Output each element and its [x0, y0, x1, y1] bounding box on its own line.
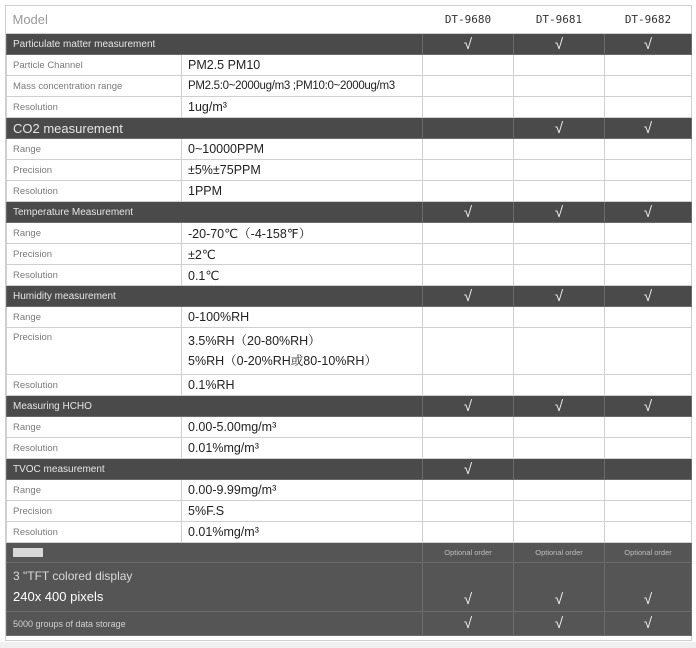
spec-value: -20-70℃（-4-158℉） — [182, 223, 423, 244]
check-mark-icon: √ — [605, 118, 692, 139]
spec-row — [7, 244, 692, 265]
spec-value: 0.00-9.99mg/m³ — [182, 480, 423, 501]
spec-value: 0-100%RH — [182, 307, 423, 328]
check-mark-icon: √ — [605, 563, 692, 612]
check-mark-icon: √ — [423, 202, 514, 223]
display-row — [7, 563, 692, 612]
storage-label: 5000 groups of data storage — [7, 612, 423, 636]
spec-row — [7, 328, 692, 375]
check-mark-icon: √ — [514, 612, 605, 636]
check-mark-icon: √ — [514, 396, 605, 417]
redacted-label — [7, 543, 423, 563]
check-mark-icon: √ — [605, 34, 692, 55]
model-dt-9682: DT-9682 — [605, 6, 692, 34]
spec-value: 0.1%RH — [182, 375, 423, 396]
header-spacer — [182, 6, 423, 34]
spec-row — [7, 160, 692, 181]
spec-label: Resolution — [7, 522, 182, 543]
check-mark-icon: √ — [423, 563, 514, 612]
spec-row — [7, 265, 692, 286]
check-mark-icon: √ — [514, 118, 605, 139]
spec-label: Resolution — [7, 265, 182, 286]
display-spec — [7, 563, 423, 612]
check-mark-icon: √ — [423, 286, 514, 307]
spec-row — [7, 522, 692, 543]
redaction-block — [13, 548, 43, 557]
optional-order-label: Optional order — [423, 543, 514, 563]
section-row-pm — [7, 34, 692, 55]
spec-label: Resolution — [7, 375, 182, 396]
spec-row — [7, 181, 692, 202]
spec-value: ±2℃ — [182, 244, 423, 265]
model-header: Model — [7, 6, 182, 34]
section-title-hcho: Measuring HCHO — [7, 396, 423, 417]
check-mark-icon: √ — [423, 612, 514, 636]
section-row-humidity — [7, 286, 692, 307]
spec-label: Range — [7, 223, 182, 244]
spec-label: Mass concentration range — [7, 76, 182, 97]
spec-label: Range — [7, 417, 182, 438]
spec-row — [7, 438, 692, 459]
spec-value: 1ug/m³ — [182, 97, 423, 118]
spec-label: Range — [7, 307, 182, 328]
spec-row — [7, 139, 692, 160]
spec-row — [7, 76, 692, 97]
spec-value: 0.00-5.00mg/m³ — [182, 417, 423, 438]
spec-row — [7, 417, 692, 438]
check-mark-icon: √ — [605, 612, 692, 636]
spec-label: Resolution — [7, 181, 182, 202]
section-title-humidity: Humidity measurement — [7, 286, 423, 307]
display-size: 3 "TFT colored display — [13, 569, 133, 583]
spec-row — [7, 501, 692, 522]
optional-order-label: Optional order — [605, 543, 692, 563]
section-title-tvoc: TVOC measurement — [7, 459, 423, 480]
spec-row — [7, 97, 692, 118]
check-mark-icon: √ — [423, 34, 514, 55]
spec-label: Precision — [7, 244, 182, 265]
header-row — [7, 6, 692, 34]
section-row-hcho — [7, 396, 692, 417]
optional-order-label: Optional order — [514, 543, 605, 563]
spec-label: Precision — [7, 160, 182, 181]
section-title-temperature: Temperature Measurement — [7, 202, 423, 223]
spec-row — [7, 480, 692, 501]
check-mark-icon: √ — [514, 286, 605, 307]
spec-row — [7, 55, 692, 76]
display-resolution: 240x 400 pixels — [13, 589, 104, 604]
spec-value — [182, 328, 423, 375]
section-title-co2: CO2 measurement — [7, 118, 423, 139]
spec-label: Resolution — [7, 438, 182, 459]
spec-row — [7, 223, 692, 244]
model-dt-9680: DT-9680 — [423, 6, 514, 34]
model-dt-9681: DT-9681 — [514, 6, 605, 34]
spec-table-container — [5, 5, 692, 641]
spec-value: 5%F.S — [182, 501, 423, 522]
section-title-pm: Particulate matter measurement — [7, 34, 423, 55]
spec-label: Range — [7, 139, 182, 160]
check-mark-icon: √ — [605, 286, 692, 307]
spec-value: 1PPM — [182, 181, 423, 202]
bottom-strip — [0, 642, 696, 648]
spec-value: 0.1℃ — [182, 265, 423, 286]
check-mark-icon: √ — [605, 396, 692, 417]
spec-table — [6, 6, 692, 636]
precision-line-2: 5%RH（0-20%RH或80-10%RH） — [188, 354, 377, 368]
spec-label: Particle Channel — [7, 55, 182, 76]
check-mark-icon: √ — [423, 396, 514, 417]
spec-label: Resolution — [7, 97, 182, 118]
spec-value: PM2.5 PM10 — [182, 55, 423, 76]
spec-label: Precision — [7, 328, 182, 375]
spec-value: 0.01%mg/m³ — [182, 438, 423, 459]
storage-row — [7, 612, 692, 636]
check-mark-icon: √ — [605, 202, 692, 223]
spec-value: 0.01%mg/m³ — [182, 522, 423, 543]
check-mark-icon: √ — [514, 563, 605, 612]
section-row-co2 — [7, 118, 692, 139]
check-mark-icon: √ — [514, 202, 605, 223]
check-mark-icon: √ — [423, 459, 514, 480]
precision-line-1: 3.5%RH（20-80%RH） — [188, 334, 321, 348]
check-mark-icon: √ — [514, 34, 605, 55]
optional-order-row — [7, 543, 692, 563]
spec-value: ±5%±75PPM — [182, 160, 423, 181]
spec-row — [7, 307, 692, 328]
spec-value: PM2.5:0~2000ug/m3 ;PM10:0~2000ug/m3 — [182, 76, 423, 97]
spec-row — [7, 375, 692, 396]
section-row-tvoc — [7, 459, 692, 480]
spec-label: Range — [7, 480, 182, 501]
section-row-temperature — [7, 202, 692, 223]
spec-label: Precision — [7, 501, 182, 522]
spec-value: 0~10000PPM — [182, 139, 423, 160]
